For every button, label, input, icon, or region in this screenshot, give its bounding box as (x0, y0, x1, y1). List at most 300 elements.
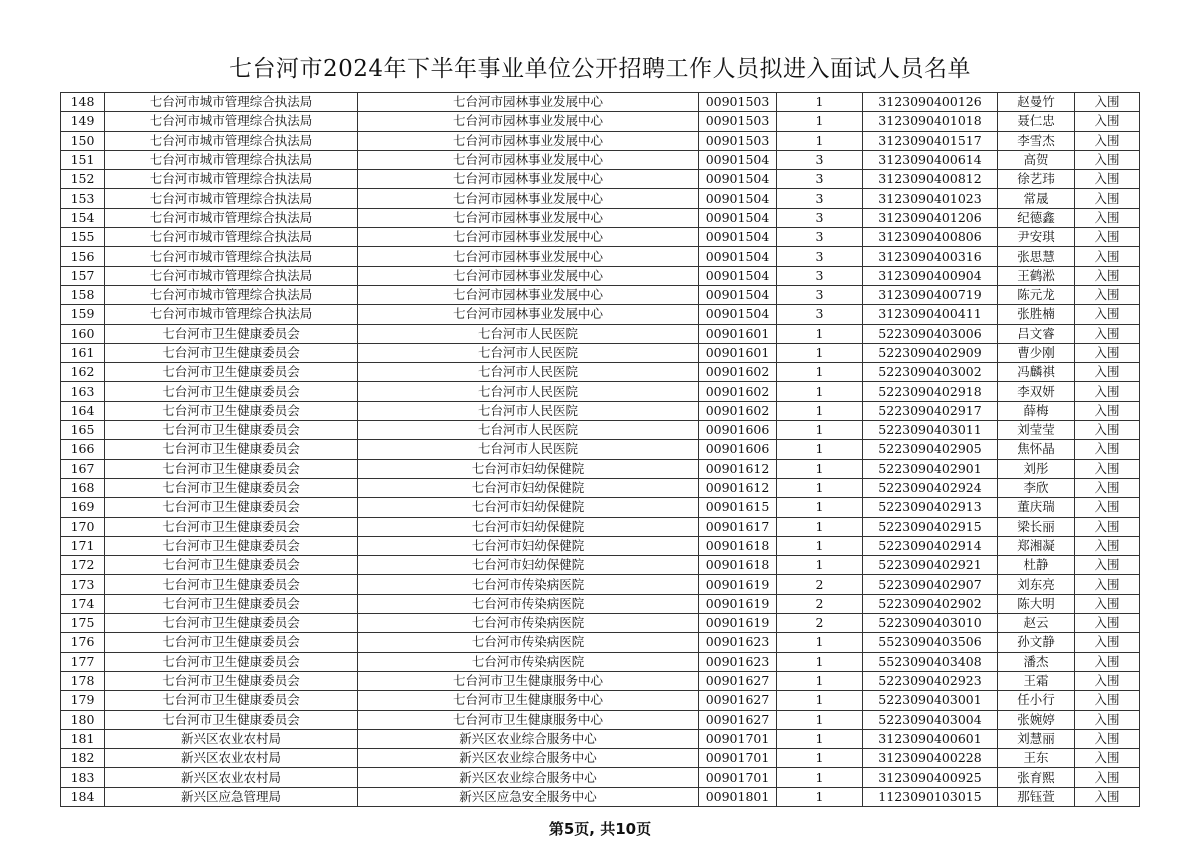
department-cell: 新兴区农业农村局 (105, 768, 358, 787)
position-code-cell: 00901619 (699, 575, 777, 594)
unit-cell: 七台河市园林事业发展中心 (358, 208, 699, 227)
row-number-cell: 154 (61, 208, 105, 227)
hiring-count-cell: 2 (777, 594, 863, 613)
unit-cell: 七台河市园林事业发展中心 (358, 93, 699, 112)
unit-cell: 新兴区农业综合服务中心 (358, 729, 699, 748)
position-code-cell: 00901504 (699, 247, 777, 266)
candidate-name-cell: 高贺 (998, 150, 1075, 169)
exam-ticket-number-cell: 5223090403011 (863, 421, 998, 440)
unit-cell: 七台河市传染病医院 (358, 614, 699, 633)
unit-cell: 七台河市传染病医院 (358, 594, 699, 613)
unit-cell: 七台河市妇幼保健院 (358, 498, 699, 517)
unit-cell: 七台河市妇幼保健院 (358, 459, 699, 478)
status-cell: 入围 (1075, 189, 1140, 208)
hiring-count-cell: 1 (777, 729, 863, 748)
unit-cell: 七台河市人民医院 (358, 382, 699, 401)
hiring-count-cell: 3 (777, 208, 863, 227)
unit-cell: 七台河市人民医院 (358, 363, 699, 382)
exam-ticket-number-cell: 5223090402923 (863, 671, 998, 690)
department-cell: 七台河市城市管理综合执法局 (105, 93, 358, 112)
position-code-cell: 00901606 (699, 440, 777, 459)
unit-cell: 七台河市园林事业发展中心 (358, 112, 699, 131)
table-row (61, 305, 1140, 324)
status-cell: 入围 (1075, 285, 1140, 304)
status-cell: 入围 (1075, 768, 1140, 787)
position-code-cell: 00901504 (699, 266, 777, 285)
department-cell: 七台河市城市管理综合执法局 (105, 228, 358, 247)
exam-ticket-number-cell: 5223090402924 (863, 478, 998, 497)
department-cell: 七台河市卫生健康委员会 (105, 459, 358, 478)
position-code-cell: 00901504 (699, 170, 777, 189)
exam-ticket-number-cell: 3123090400411 (863, 305, 998, 324)
exam-ticket-number-cell: 5223090403002 (863, 363, 998, 382)
status-cell: 入围 (1075, 710, 1140, 729)
position-code-cell: 00901627 (699, 691, 777, 710)
status-cell: 入围 (1075, 575, 1140, 594)
hiring-count-cell: 1 (777, 749, 863, 768)
exam-ticket-number-cell: 3123090400316 (863, 247, 998, 266)
hiring-count-cell: 3 (777, 150, 863, 169)
candidate-name-cell: 梁长丽 (998, 517, 1075, 536)
table-row (61, 382, 1140, 401)
department-cell: 七台河市城市管理综合执法局 (105, 266, 358, 285)
exam-ticket-number-cell: 3123090401023 (863, 189, 998, 208)
department-cell: 七台河市城市管理综合执法局 (105, 150, 358, 169)
department-cell: 七台河市城市管理综合执法局 (105, 285, 358, 304)
position-code-cell: 00901623 (699, 652, 777, 671)
table-row (61, 343, 1140, 362)
table-row (61, 208, 1140, 227)
position-code-cell: 00901503 (699, 112, 777, 131)
candidate-name-cell: 郑湘凝 (998, 536, 1075, 555)
department-cell: 七台河市卫生健康委员会 (105, 363, 358, 382)
position-code-cell: 00901504 (699, 305, 777, 324)
status-cell: 入围 (1075, 112, 1140, 131)
position-code-cell: 00901612 (699, 459, 777, 478)
hiring-count-cell: 1 (777, 517, 863, 536)
unit-cell: 七台河市园林事业发展中心 (358, 266, 699, 285)
position-code-cell: 00901602 (699, 363, 777, 382)
department-cell: 七台河市卫生健康委员会 (105, 691, 358, 710)
status-cell: 入围 (1075, 382, 1140, 401)
row-number-cell: 182 (61, 749, 105, 768)
row-number-cell: 153 (61, 189, 105, 208)
row-number-cell: 179 (61, 691, 105, 710)
row-number-cell: 159 (61, 305, 105, 324)
position-code-cell: 00901627 (699, 710, 777, 729)
department-cell: 七台河市卫生健康委员会 (105, 671, 358, 690)
department-cell: 七台河市卫生健康委员会 (105, 710, 358, 729)
unit-cell: 七台河市人民医院 (358, 324, 699, 343)
candidate-name-cell: 潘杰 (998, 652, 1075, 671)
table-row (61, 401, 1140, 420)
candidate-name-cell: 李欣 (998, 478, 1075, 497)
department-cell: 七台河市卫生健康委员会 (105, 343, 358, 362)
department-cell: 七台河市卫生健康委员会 (105, 421, 358, 440)
row-number-cell: 176 (61, 633, 105, 652)
position-code-cell: 00901601 (699, 324, 777, 343)
candidate-name-cell: 王东 (998, 749, 1075, 768)
department-cell: 七台河市卫生健康委员会 (105, 536, 358, 555)
hiring-count-cell: 1 (777, 787, 863, 806)
candidate-name-cell: 焦怀晶 (998, 440, 1075, 459)
exam-ticket-number-cell: 3123090400904 (863, 266, 998, 285)
unit-cell: 七台河市人民医院 (358, 401, 699, 420)
status-cell: 入围 (1075, 749, 1140, 768)
department-cell: 七台河市城市管理综合执法局 (105, 131, 358, 150)
candidate-name-cell: 陈大明 (998, 594, 1075, 613)
hiring-count-cell: 3 (777, 228, 863, 247)
candidate-name-cell: 杜静 (998, 556, 1075, 575)
department-cell: 七台河市卫生健康委员会 (105, 401, 358, 420)
position-code-cell: 00901606 (699, 421, 777, 440)
hiring-count-cell: 1 (777, 459, 863, 478)
exam-ticket-number-cell: 3123090400719 (863, 285, 998, 304)
hiring-count-cell: 3 (777, 305, 863, 324)
row-number-cell: 173 (61, 575, 105, 594)
candidate-name-cell: 曹少刚 (998, 343, 1075, 362)
department-cell: 七台河市卫生健康委员会 (105, 594, 358, 613)
hiring-count-cell: 1 (777, 421, 863, 440)
table-row (61, 112, 1140, 131)
table-row (61, 189, 1140, 208)
department-cell: 七台河市卫生健康委员会 (105, 633, 358, 652)
candidate-name-cell: 张婉婷 (998, 710, 1075, 729)
position-code-cell: 00901619 (699, 614, 777, 633)
status-cell: 入围 (1075, 324, 1140, 343)
hiring-count-cell: 1 (777, 343, 863, 362)
status-cell: 入围 (1075, 305, 1140, 324)
status-cell: 入围 (1075, 363, 1140, 382)
candidate-name-cell: 任小行 (998, 691, 1075, 710)
position-code-cell: 00901503 (699, 131, 777, 150)
table-row (61, 150, 1140, 169)
position-code-cell: 00901602 (699, 401, 777, 420)
row-number-cell: 181 (61, 729, 105, 748)
position-code-cell: 00901615 (699, 498, 777, 517)
row-number-cell: 155 (61, 228, 105, 247)
table-row (61, 324, 1140, 343)
exam-ticket-number-cell: 5223090403001 (863, 691, 998, 710)
exam-ticket-number-cell: 3123090400812 (863, 170, 998, 189)
department-cell: 七台河市卫生健康委员会 (105, 440, 358, 459)
department-cell: 七台河市城市管理综合执法局 (105, 112, 358, 131)
candidate-name-cell: 赵云 (998, 614, 1075, 633)
exam-ticket-number-cell: 3123090401206 (863, 208, 998, 227)
exam-ticket-number-cell: 5223090402918 (863, 382, 998, 401)
unit-cell: 七台河市人民医院 (358, 343, 699, 362)
unit-cell: 七台河市妇幼保健院 (358, 536, 699, 555)
status-cell: 入围 (1075, 671, 1140, 690)
candidate-name-cell: 纪德鑫 (998, 208, 1075, 227)
status-cell: 入围 (1075, 729, 1140, 748)
row-number-cell: 167 (61, 459, 105, 478)
candidate-name-cell: 常晟 (998, 189, 1075, 208)
unit-cell: 七台河市园林事业发展中心 (358, 285, 699, 304)
exam-ticket-number-cell: 5223090402913 (863, 498, 998, 517)
position-code-cell: 00901701 (699, 749, 777, 768)
row-number-cell: 163 (61, 382, 105, 401)
department-cell: 七台河市卫生健康委员会 (105, 478, 358, 497)
exam-ticket-number-cell: 3123090401517 (863, 131, 998, 150)
hiring-count-cell: 1 (777, 324, 863, 343)
row-number-cell: 184 (61, 787, 105, 806)
unit-cell: 七台河市园林事业发展中心 (358, 305, 699, 324)
position-code-cell: 00901602 (699, 382, 777, 401)
row-number-cell: 165 (61, 421, 105, 440)
table-row (61, 691, 1140, 710)
exam-ticket-number-cell: 5523090403506 (863, 633, 998, 652)
table-row (61, 556, 1140, 575)
unit-cell: 七台河市园林事业发展中心 (358, 131, 699, 150)
candidate-name-cell: 李雪杰 (998, 131, 1075, 150)
page-title: 七台河市2024年下半年事业单位公开招聘工作人员拟进入面试人员名单 (228, 56, 972, 82)
table-row (61, 459, 1140, 478)
unit-cell: 七台河市人民医院 (358, 421, 699, 440)
candidate-name-cell: 刘东亮 (998, 575, 1075, 594)
position-code-cell: 00901612 (699, 478, 777, 497)
department-cell: 七台河市城市管理综合执法局 (105, 170, 358, 189)
unit-cell: 新兴区农业综合服务中心 (358, 749, 699, 768)
position-code-cell: 00901504 (699, 150, 777, 169)
row-number-cell: 171 (61, 536, 105, 555)
hiring-count-cell: 1 (777, 671, 863, 690)
status-cell: 入围 (1075, 440, 1140, 459)
row-number-cell: 178 (61, 671, 105, 690)
status-cell: 入围 (1075, 93, 1140, 112)
candidate-name-cell: 刘莹莹 (998, 421, 1075, 440)
status-cell: 入围 (1075, 131, 1140, 150)
candidate-name-cell: 薛梅 (998, 401, 1075, 420)
position-code-cell: 00901627 (699, 671, 777, 690)
row-number-cell: 149 (61, 112, 105, 131)
department-cell: 七台河市卫生健康委员会 (105, 498, 358, 517)
hiring-count-cell: 1 (777, 440, 863, 459)
unit-cell: 七台河市妇幼保健院 (358, 556, 699, 575)
exam-ticket-number-cell: 5223090402914 (863, 536, 998, 555)
unit-cell: 七台河市园林事业发展中心 (358, 150, 699, 169)
table-row (61, 749, 1140, 768)
status-cell: 入围 (1075, 556, 1140, 575)
row-number-cell: 156 (61, 247, 105, 266)
status-cell: 入围 (1075, 247, 1140, 266)
exam-ticket-number-cell: 3123090400614 (863, 150, 998, 169)
status-cell: 入围 (1075, 691, 1140, 710)
position-code-cell: 00901701 (699, 729, 777, 748)
department-cell: 新兴区农业农村局 (105, 729, 358, 748)
exam-ticket-number-cell: 5223090402901 (863, 459, 998, 478)
row-number-cell: 151 (61, 150, 105, 169)
department-cell: 七台河市城市管理综合执法局 (105, 189, 358, 208)
position-code-cell: 00901617 (699, 517, 777, 536)
hiring-count-cell: 2 (777, 614, 863, 633)
position-code-cell: 00901504 (699, 228, 777, 247)
exam-ticket-number-cell: 3123090400925 (863, 768, 998, 787)
page-number: 第5页, 共10页 (548, 820, 652, 838)
candidate-name-cell: 刘慧丽 (998, 729, 1075, 748)
table-row (61, 498, 1140, 517)
table-row (61, 614, 1140, 633)
status-cell: 入围 (1075, 536, 1140, 555)
exam-ticket-number-cell: 5223090402907 (863, 575, 998, 594)
row-number-cell: 148 (61, 93, 105, 112)
table-row (61, 440, 1140, 459)
table-row (61, 594, 1140, 613)
row-number-cell: 177 (61, 652, 105, 671)
row-number-cell: 175 (61, 614, 105, 633)
table-row (61, 266, 1140, 285)
unit-cell: 七台河市传染病医院 (358, 575, 699, 594)
candidate-name-cell: 吕文睿 (998, 324, 1075, 343)
unit-cell: 七台河市园林事业发展中心 (358, 170, 699, 189)
candidate-name-cell: 徐艺玮 (998, 170, 1075, 189)
row-number-cell: 183 (61, 768, 105, 787)
candidate-name-cell: 陈元龙 (998, 285, 1075, 304)
exam-ticket-number-cell: 3123090400126 (863, 93, 998, 112)
status-cell: 入围 (1075, 421, 1140, 440)
position-code-cell: 00901618 (699, 556, 777, 575)
row-number-cell: 174 (61, 594, 105, 613)
hiring-count-cell: 3 (777, 285, 863, 304)
department-cell: 七台河市城市管理综合执法局 (105, 247, 358, 266)
table-row (61, 478, 1140, 497)
hiring-count-cell: 1 (777, 691, 863, 710)
table-row (61, 787, 1140, 806)
candidate-name-cell: 孙文静 (998, 633, 1075, 652)
exam-ticket-number-cell: 3123090400806 (863, 228, 998, 247)
hiring-count-cell: 1 (777, 112, 863, 131)
table-row (61, 131, 1140, 150)
hiring-count-cell: 3 (777, 266, 863, 285)
unit-cell: 七台河市卫生健康服务中心 (358, 671, 699, 690)
position-code-cell: 00901504 (699, 208, 777, 227)
hiring-count-cell: 1 (777, 652, 863, 671)
status-cell: 入围 (1075, 343, 1140, 362)
candidate-name-cell: 冯麟祺 (998, 363, 1075, 382)
department-cell: 新兴区农业农村局 (105, 749, 358, 768)
position-code-cell: 00901619 (699, 594, 777, 613)
position-code-cell: 00901504 (699, 189, 777, 208)
hiring-count-cell: 1 (777, 363, 863, 382)
hiring-count-cell: 1 (777, 93, 863, 112)
department-cell: 七台河市卫生健康委员会 (105, 652, 358, 671)
hiring-count-cell: 1 (777, 478, 863, 497)
exam-ticket-number-cell: 1123090103015 (863, 787, 998, 806)
table-row (61, 285, 1140, 304)
table-row (61, 575, 1140, 594)
exam-ticket-number-cell: 5223090403006 (863, 324, 998, 343)
exam-ticket-number-cell: 3123090401018 (863, 112, 998, 131)
candidate-name-cell: 张育熙 (998, 768, 1075, 787)
hiring-count-cell: 3 (777, 170, 863, 189)
department-cell: 七台河市卫生健康委员会 (105, 575, 358, 594)
candidate-name-cell: 刘彤 (998, 459, 1075, 478)
candidate-name-cell: 王霜 (998, 671, 1075, 690)
exam-ticket-number-cell: 3123090400601 (863, 729, 998, 748)
unit-cell: 七台河市人民医院 (358, 440, 699, 459)
status-cell: 入围 (1075, 228, 1140, 247)
position-code-cell: 00901504 (699, 285, 777, 304)
candidate-name-cell: 赵曼竹 (998, 93, 1075, 112)
position-code-cell: 00901503 (699, 93, 777, 112)
department-cell: 七台河市卫生健康委员会 (105, 324, 358, 343)
department-cell: 新兴区应急管理局 (105, 787, 358, 806)
department-cell: 七台河市卫生健康委员会 (105, 382, 358, 401)
status-cell: 入围 (1075, 478, 1140, 497)
table-row (61, 363, 1140, 382)
hiring-count-cell: 1 (777, 382, 863, 401)
position-code-cell: 00901623 (699, 633, 777, 652)
table-row (61, 247, 1140, 266)
candidate-name-cell: 张胜楠 (998, 305, 1075, 324)
status-cell: 入围 (1075, 633, 1140, 652)
table-row (61, 729, 1140, 748)
table-row (61, 93, 1140, 112)
hiring-count-cell: 1 (777, 401, 863, 420)
table-row (61, 517, 1140, 536)
row-number-cell: 158 (61, 285, 105, 304)
department-cell: 七台河市卫生健康委员会 (105, 517, 358, 536)
hiring-count-cell: 1 (777, 768, 863, 787)
table-row (61, 170, 1140, 189)
department-cell: 七台河市城市管理综合执法局 (105, 208, 358, 227)
row-number-cell: 172 (61, 556, 105, 575)
status-cell: 入围 (1075, 170, 1140, 189)
hiring-count-cell: 2 (777, 575, 863, 594)
candidate-name-cell: 王鹤淞 (998, 266, 1075, 285)
exam-ticket-number-cell: 5523090403408 (863, 652, 998, 671)
row-number-cell: 157 (61, 266, 105, 285)
unit-cell: 七台河市园林事业发展中心 (358, 189, 699, 208)
exam-ticket-number-cell: 5223090402909 (863, 343, 998, 362)
department-cell: 七台河市卫生健康委员会 (105, 614, 358, 633)
unit-cell: 七台河市卫生健康服务中心 (358, 710, 699, 729)
status-cell: 入围 (1075, 150, 1140, 169)
unit-cell: 七台河市园林事业发展中心 (358, 247, 699, 266)
table-row (61, 671, 1140, 690)
hiring-count-cell: 1 (777, 556, 863, 575)
status-cell: 入围 (1075, 498, 1140, 517)
status-cell: 入围 (1075, 266, 1140, 285)
candidate-name-cell: 李双妍 (998, 382, 1075, 401)
status-cell: 入围 (1075, 652, 1140, 671)
row-number-cell: 152 (61, 170, 105, 189)
hiring-count-cell: 1 (777, 633, 863, 652)
position-code-cell: 00901801 (699, 787, 777, 806)
exam-ticket-number-cell: 3123090400228 (863, 749, 998, 768)
candidate-name-cell: 尹安琪 (998, 228, 1075, 247)
row-number-cell: 160 (61, 324, 105, 343)
row-number-cell: 169 (61, 498, 105, 517)
table-row (61, 768, 1140, 787)
status-cell: 入围 (1075, 594, 1140, 613)
row-number-cell: 164 (61, 401, 105, 420)
table-row (61, 652, 1140, 671)
position-code-cell: 00901618 (699, 536, 777, 555)
candidate-name-cell: 董庆瑞 (998, 498, 1075, 517)
status-cell: 入围 (1075, 517, 1140, 536)
status-cell: 入围 (1075, 614, 1140, 633)
exam-ticket-number-cell: 5223090403010 (863, 614, 998, 633)
unit-cell: 七台河市传染病医院 (358, 652, 699, 671)
unit-cell: 七台河市卫生健康服务中心 (358, 691, 699, 710)
table-row (61, 536, 1140, 555)
status-cell: 入围 (1075, 787, 1140, 806)
exam-ticket-number-cell: 5223090402921 (863, 556, 998, 575)
unit-cell: 七台河市妇幼保健院 (358, 478, 699, 497)
department-cell: 七台河市城市管理综合执法局 (105, 305, 358, 324)
status-cell: 入围 (1075, 208, 1140, 227)
